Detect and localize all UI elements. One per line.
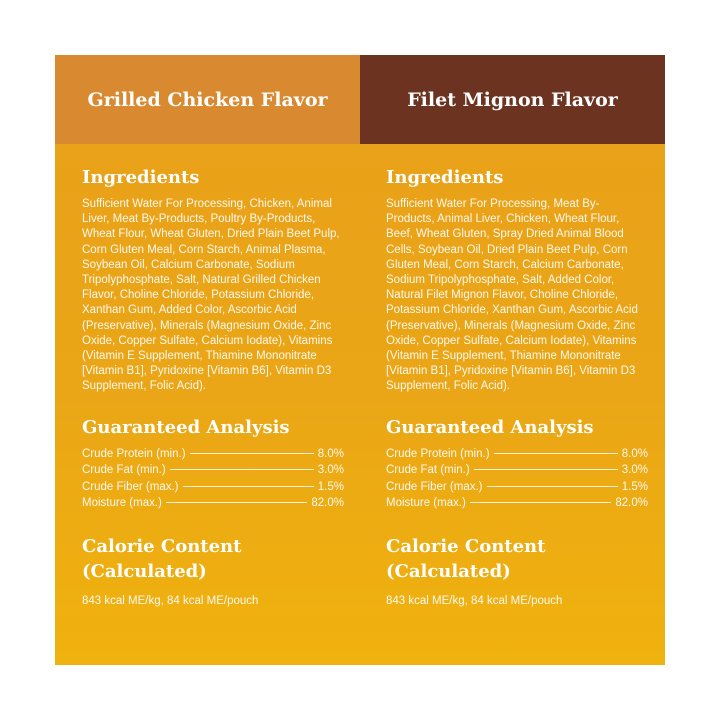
calorie-content-heading: [386, 534, 648, 584]
ingredients-text: Sufficient Water For Processing, Chicken, Animal Liver, Meat By-Products, Poultry By-Products, Wheat Flour, Wheat Gluten, Dried Plain Beet Pulp, Corn Gluten Meal, Corn Starch, Animal Plasma, Soybean Oil, Calcium Carbonate, Sodium Tripolyphosphate, Salt, Natural Grilled Chicken Flavor, Choline Chloride, Potassium Chloride, Xanthan Gum, Added Color, Ascorbic Acid (Preservative), Minerals (Magnesium Oxide, Zinc Oxide, Copper Sulfate, Calcium Iodate), Vitamins (Vitamin E Supplement, Thiamine Mononitrate [Vitamin B1], Pyridoxine [Vitamin B6], Vitamin D3 Supplement, Folic Acid).: [82, 198, 340, 393]
filet-mignon-header: [360, 55, 665, 144]
analysis-label: Crude Fat (min.): [386, 464, 470, 477]
guaranteed-analysis-list: [82, 446, 344, 512]
analysis-leader-line: [487, 486, 618, 487]
analysis-row: [386, 479, 648, 496]
analysis-leader-line: [170, 469, 314, 470]
analysis-row: [82, 462, 344, 479]
ingredients-text: Sufficient Water For Processing, Meat By-Products, Animal Liver, Chicken, Wheat Flour, Beef, Wheat Gluten, Spray Dried Animal Blood Cells, Soybean Oil, Dried Plain Beet Pulp, Corn Gluten Meal, Corn Starch, Calcium Carbonate, Sodium Tripolyphosphate, Salt, Added Color, Natural Filet Mignon Flavor, Choline Chloride, Potassium Chloride, Xanthan Gum, Ascorbic Acid (Preservative), Minerals (Magnesium Oxide, Zinc Oxide, Copper Sulfate, Calcium Iodate), Vitamins (Vitamin E Supplement, Thiamine Mononitrate [Vitamin B1], Pyridoxine [Vitamin B6], Vitamin D3 Supplement, Folic Acid).: [386, 198, 638, 393]
analysis-row: [386, 446, 648, 463]
calorie-title-line-1: Calorie Content: [82, 536, 242, 558]
analysis-leader-line: [166, 502, 308, 503]
analysis-value: 3.0%: [621, 464, 648, 477]
analysis-label: Crude Protein (min.): [386, 447, 490, 460]
analysis-row: [82, 495, 344, 512]
grilled-chicken-title: Grilled Chicken Flavor: [87, 88, 328, 111]
analysis-label: Moisture (max.): [82, 497, 162, 510]
analysis-leader-line: [470, 502, 612, 503]
calorie-title-line-2: (Calculated): [386, 561, 511, 583]
analysis-leader-line: [190, 453, 314, 454]
calorie-content-text: 843 kcal ME/kg, 84 kcal ME/pouch: [386, 595, 563, 608]
analysis-value: 8.0%: [317, 447, 344, 460]
analysis-label: Crude Protein (min.): [82, 447, 186, 460]
analysis-value: 1.5%: [317, 480, 344, 493]
nutrition-panel: [55, 55, 665, 665]
analysis-value: 8.0%: [621, 447, 648, 460]
guaranteed-analysis-heading: Guaranteed Analysis: [386, 416, 594, 438]
guaranteed-analysis-list: [386, 446, 648, 512]
analysis-row: [82, 446, 344, 463]
analysis-label: Moisture (max.): [386, 497, 466, 510]
analysis-label: Crude Fiber (max.): [386, 480, 483, 493]
grilled-chicken-column: [82, 144, 344, 609]
analysis-label: Crude Fiber (max.): [82, 480, 179, 493]
filet-mignon-column: [386, 144, 648, 609]
calorie-title-line-2: (Calculated): [82, 561, 207, 583]
analysis-value: 3.0%: [317, 464, 344, 477]
ingredients-heading: Ingredients: [386, 167, 504, 188]
analysis-leader-line: [183, 486, 314, 487]
analysis-value: 82.0%: [311, 497, 344, 510]
guaranteed-analysis-heading: Guaranteed Analysis: [82, 416, 290, 438]
calorie-content-heading: [82, 534, 344, 584]
calorie-content-text: 843 kcal ME/kg, 84 kcal ME/pouch: [82, 595, 259, 608]
analysis-row: [386, 495, 648, 512]
analysis-row: [386, 462, 648, 479]
analysis-label: Crude Fat (min.): [82, 464, 166, 477]
analysis-value: 82.0%: [615, 497, 648, 510]
ingredients-heading: Ingredients: [82, 167, 200, 188]
analysis-leader-line: [494, 453, 618, 454]
calorie-title-line-1: Calorie Content: [386, 536, 546, 558]
analysis-leader-line: [474, 469, 618, 470]
analysis-value: 1.5%: [621, 480, 648, 493]
grilled-chicken-header: [55, 55, 360, 144]
filet-mignon-title: Filet Mignon Flavor: [407, 88, 618, 111]
analysis-row: [82, 479, 344, 496]
